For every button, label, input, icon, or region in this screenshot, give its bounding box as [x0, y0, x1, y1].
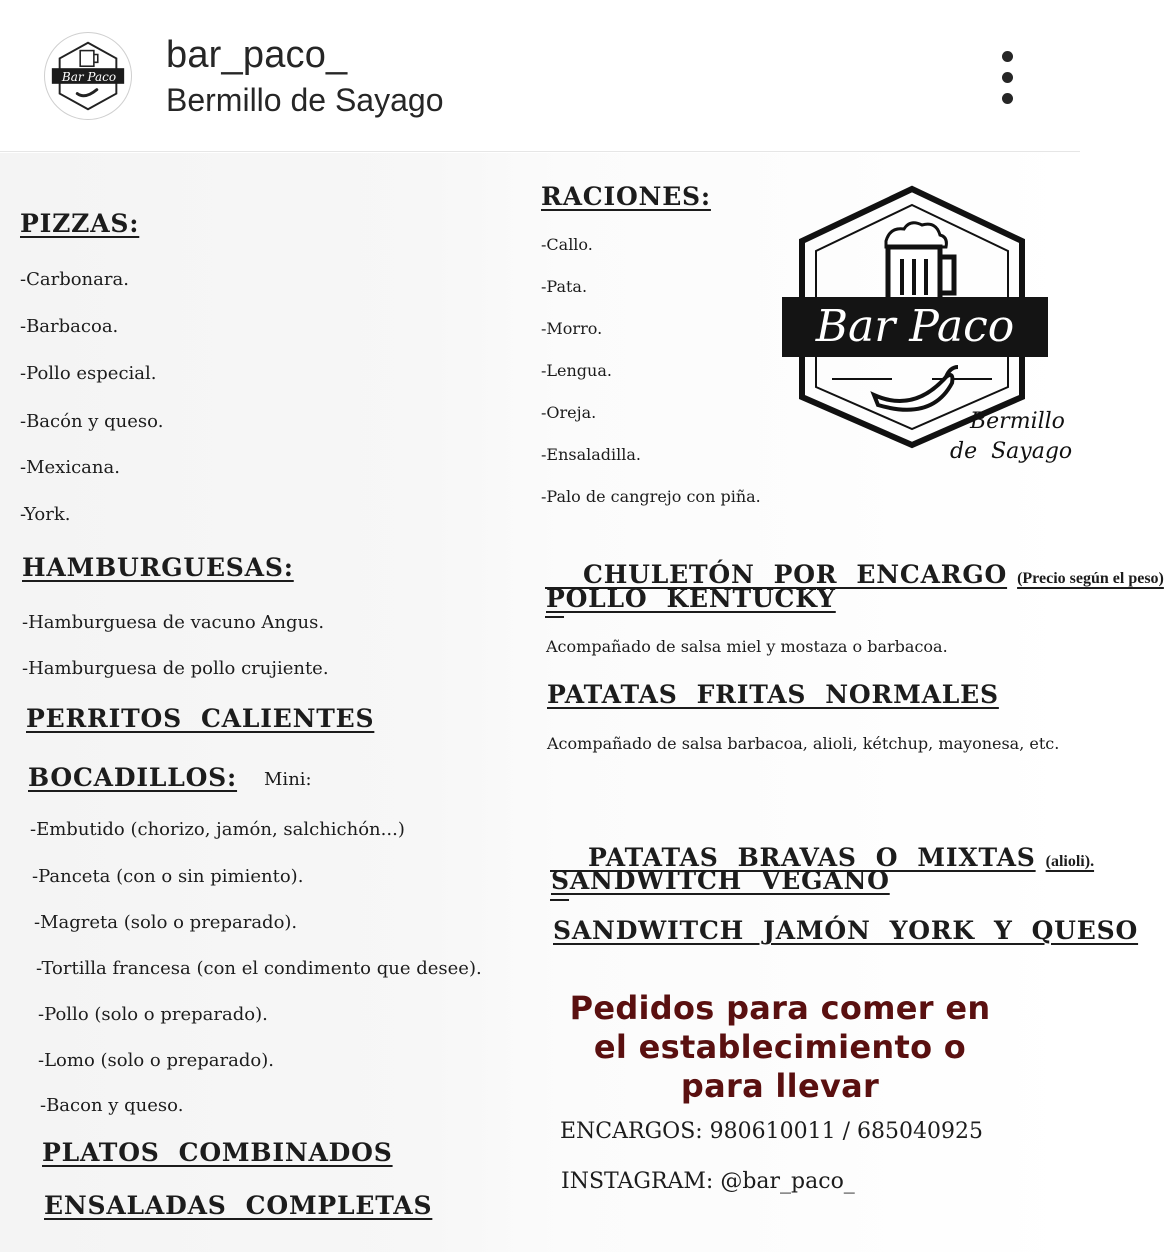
promo-line-3: para llevar	[680, 1067, 880, 1105]
menu-item: -Tortilla francesa (con el condimento que desee).	[36, 958, 482, 979]
menu-item: -Lomo (solo o preparado).	[38, 1050, 274, 1071]
more-options-button[interactable]	[990, 48, 1026, 108]
menu-item: -Barbacoa.	[20, 316, 119, 337]
menu-item: -Mexicana.	[20, 457, 120, 478]
promo-line-1: Pedidos para comer en	[569, 989, 991, 1027]
patatas-bravas-note: (alioli).	[1045, 853, 1095, 870]
menu-item: -Hamburguesa de vacuno Angus.	[22, 612, 325, 633]
contact-instagram: INSTAGRAM: @bar_paco_	[561, 1169, 855, 1194]
logo-subtitle-line2: de Sayago	[950, 439, 1073, 464]
section-title-platos-combinados: PLATOS COMBINADOS	[42, 1138, 393, 1167]
menu-item: -Panceta (con o sin pimiento).	[32, 866, 304, 887]
contact-phones: ENCARGOS: 980610011 / 685040925	[560, 1119, 984, 1144]
menu-item: -Oreja.	[541, 403, 597, 422]
section-title-bocadillos: BOCADILLOS:	[28, 763, 238, 792]
pollo-kentucky-desc: Acompañado de salsa miel y mostaza o barbacoa.	[546, 637, 948, 656]
avatar-logo-text: Bar Paco	[61, 70, 117, 84]
section-title-patatas-fritas: PATATAS FRITAS NORMALES	[547, 680, 999, 709]
patatas-fritas-desc: Acompañado de salsa barbacoa, alioli, kétchup, mayonesa, etc.	[547, 734, 1060, 753]
menu-item: -Pata.	[541, 277, 588, 296]
menu-item: -Pollo (solo o preparado).	[38, 1004, 268, 1025]
patatas-bravas-title: PATATAS BRAVAS O MIXTAS	[588, 843, 1036, 872]
menu-item: -Embutido (chorizo, jamón, salchichón...)	[30, 819, 405, 840]
order-promo	[540, 989, 1020, 1106]
menu-item: -York.	[20, 504, 71, 525]
menu-item: -Magreta (solo o preparado).	[34, 912, 298, 933]
location-link[interactable]: Bermillo de Sayago	[166, 82, 444, 118]
menu-item: -Bacón y queso.	[20, 411, 164, 432]
menu-item: -Bacon y queso.	[40, 1095, 184, 1116]
username-link[interactable]: bar_paco_	[166, 34, 348, 76]
menu-item: -Morro.	[541, 319, 603, 338]
menu-item: -Carbonara.	[20, 269, 129, 290]
chuleton-price-note: (Precio según el peso)	[1017, 570, 1164, 587]
beer-mug-icon	[886, 223, 954, 305]
logo-subtitle-line1: Bermillo	[970, 409, 1065, 434]
menu-item: -Palo de cangrejo con piña.	[541, 487, 761, 506]
menu-item: -Hamburguesa de pollo crujiente.	[22, 658, 329, 679]
bar-paco-logo	[780, 183, 1080, 473]
bocadillos-mini-note: Mini:	[264, 769, 312, 790]
menu-item: -Ensaladilla.	[541, 445, 642, 464]
section-title-pizzas: PIZZAS:	[20, 209, 140, 238]
chili-pepper-icon	[874, 367, 958, 410]
section-title-sandwich-vegano: SANDWITCH VEGANO	[551, 866, 890, 895]
section-title-pollo-kentucky: POLLO KENTUCKY	[546, 584, 836, 613]
section-title-ensaladas: ENSALADAS COMPLETAS	[44, 1191, 433, 1220]
menu-item: -Lengua.	[541, 361, 612, 380]
menu-photo	[0, 153, 1164, 1252]
menu-item: -Callo.	[541, 235, 593, 254]
profile-avatar[interactable]	[44, 32, 132, 120]
promo-line-2: el establecimiento o	[593, 1028, 967, 1066]
section-title-raciones: RACIONES:	[541, 182, 711, 211]
logo-brand-text: Bar Paco	[815, 301, 1015, 352]
section-title-perritos: PERRITOS CALIENTES	[26, 704, 375, 733]
section-title-sandwich-jamon: SANDWITCH JAMÓN YORK Y QUESO	[553, 916, 1139, 945]
chuleton-title: CHULETÓN POR ENCARGO	[583, 560, 1008, 589]
menu-item: -Pollo especial.	[20, 363, 157, 384]
section-title-hamburguesas: HAMBURGUESAS:	[22, 553, 294, 582]
post-header	[0, 0, 1080, 152]
